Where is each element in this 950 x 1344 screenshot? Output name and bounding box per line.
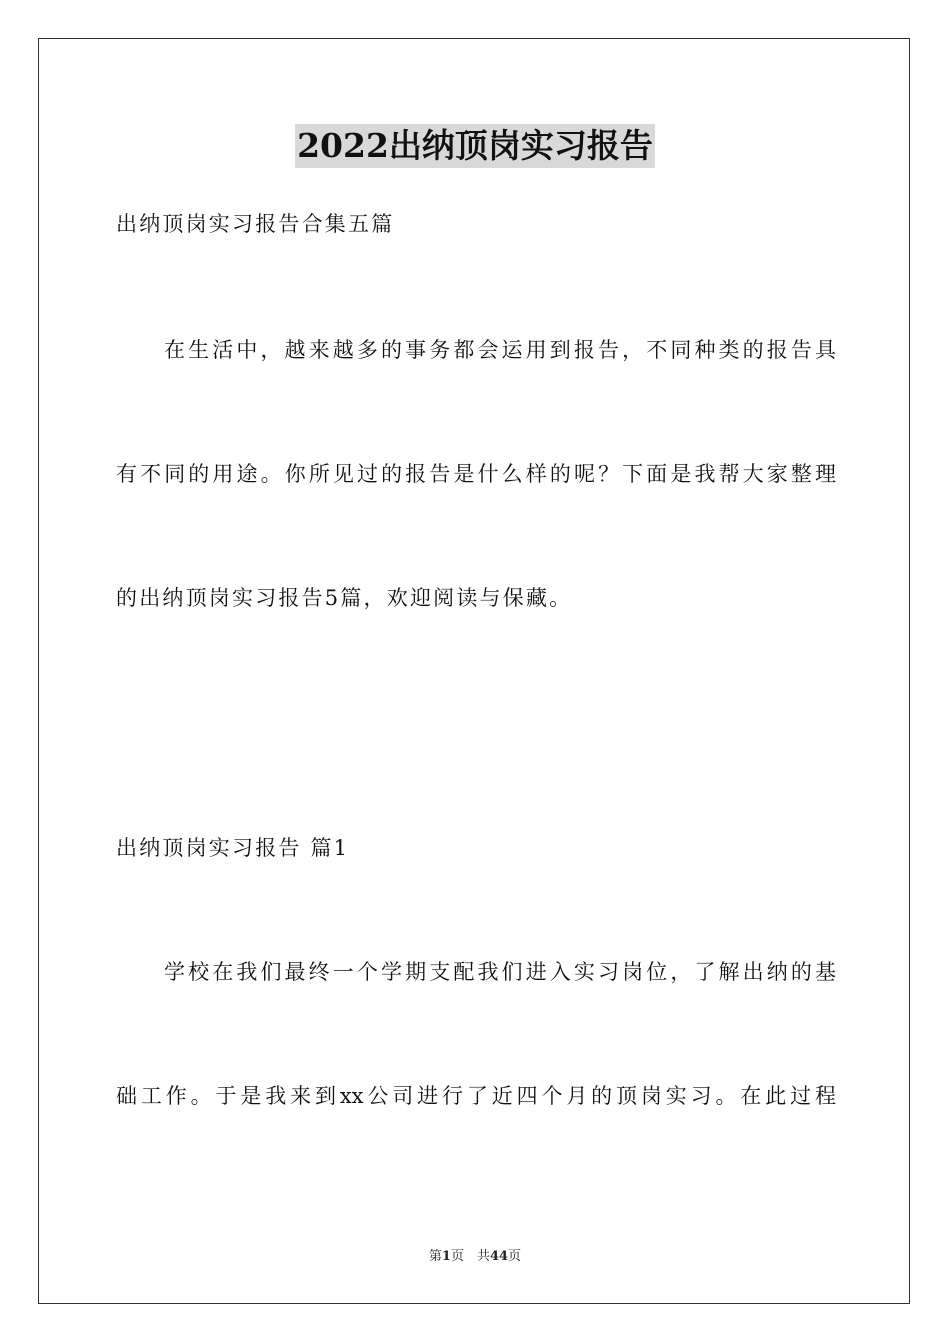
document-subtitle: 出纳顶岗实习报告合集五篇 [116, 212, 395, 236]
intro-line-3: 的出纳顶岗实习报告5篇，欢迎阅读与保藏。 [116, 586, 573, 610]
section-line-1: 学校在我们最终一个学期支配我们进入实习岗位，了解出纳的基 [164, 960, 836, 984]
document-title: 2022出纳顶岗实习报告 [295, 124, 655, 168]
intro-line-2: 有不同的用途。你所见过的报告是什么样的呢？下面是我帮大家整理 [116, 462, 836, 486]
footer-page-total: 44 [489, 1249, 509, 1264]
footer-mid: 页 共 [450, 1249, 490, 1264]
title-container [0, 124, 950, 168]
footer-page-current: 1 [441, 1249, 451, 1264]
footer-suffix: 页 [508, 1249, 522, 1264]
footer-prefix: 第 [428, 1249, 442, 1264]
section-line-2: 础工作。于是我来到xx公司进行了近四个月的顶岗实习。在此过程 [116, 1084, 836, 1108]
page-footer [0, 1248, 950, 1266]
intro-line-1: 在生活中，越来越多的事务都会运用到报告，不同种类的报告具 [164, 338, 836, 362]
section-heading: 出纳顶岗实习报告 篇1 [116, 836, 350, 860]
